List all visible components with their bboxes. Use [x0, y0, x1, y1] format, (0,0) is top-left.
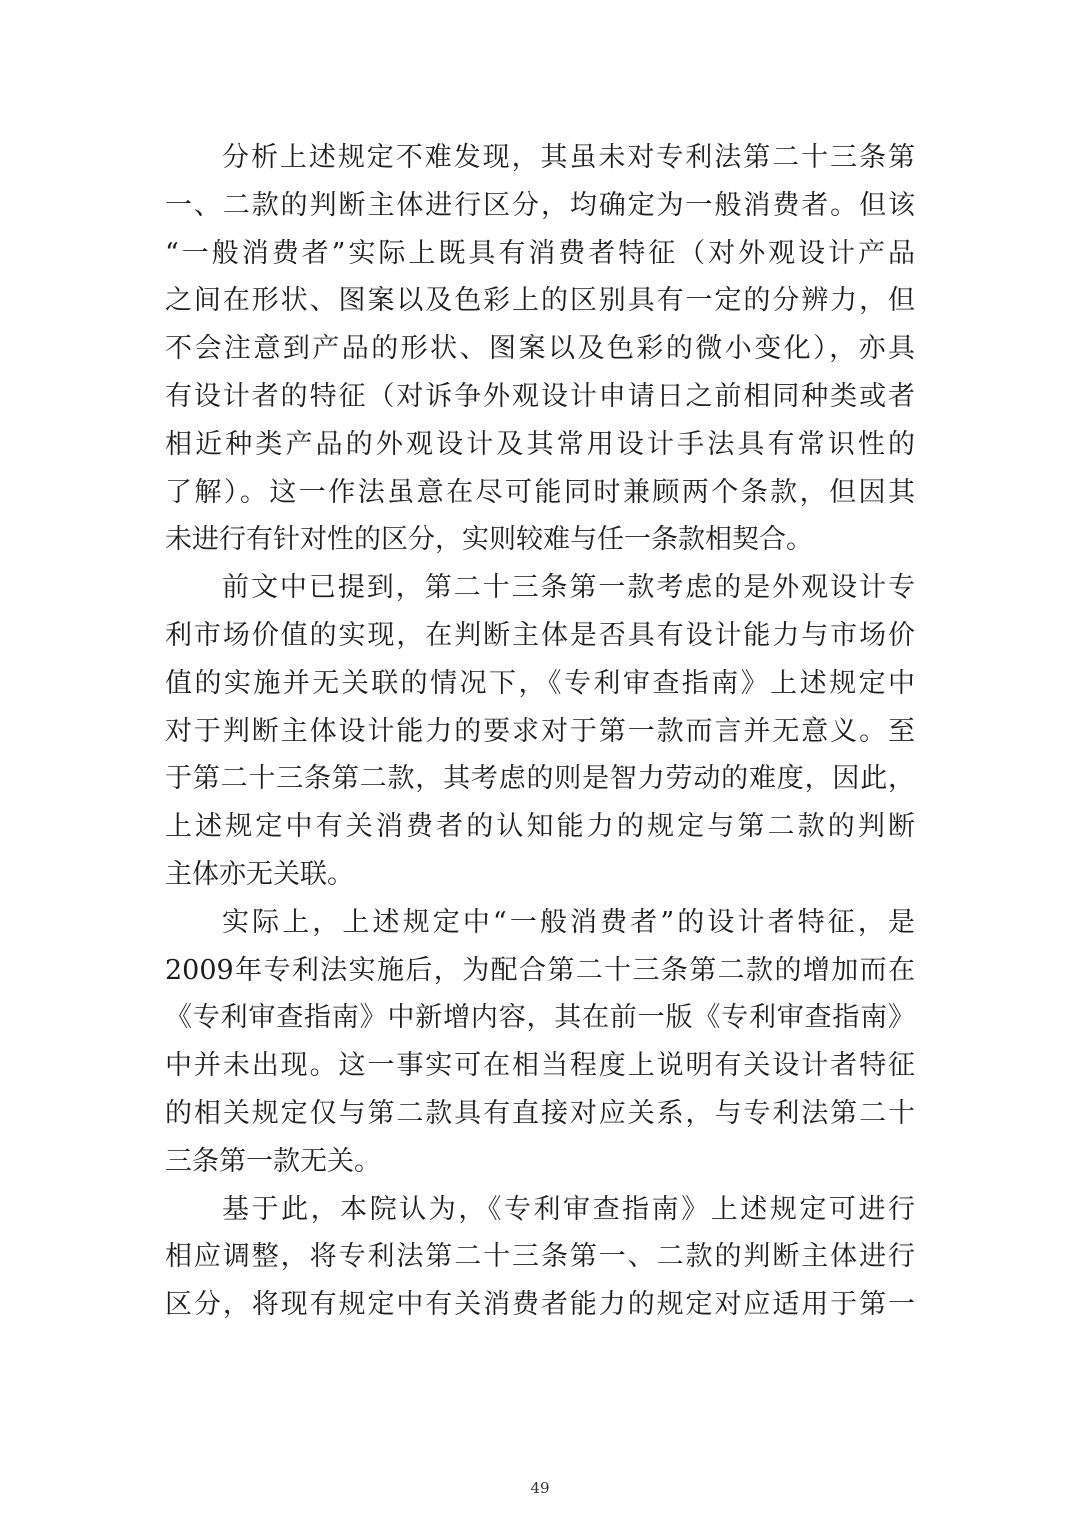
- text-line: 之间在形状、图案以及色彩上的区别具有一定的分辨力，但: [165, 285, 915, 317]
- text-line: 2009年专利法实施后，为配合第二十三条第二款的增加而在: [165, 954, 915, 986]
- text-line: 基于此，本院认为，《专利审查指南》上述规定可进行: [222, 1193, 915, 1225]
- text-line: 上述规定中有关消费者的认知能力的规定与第二款的判断: [165, 811, 915, 843]
- text-line: 《专利审查指南》中新增内容，其在前一版《专利审查指南》: [165, 1002, 915, 1034]
- paragraph: [165, 899, 915, 1186]
- text-line: 值的实施并无关联的情况下，《专利审查指南》上述规定中: [165, 667, 915, 699]
- text-line: 主体亦无关联。: [165, 858, 354, 890]
- text-line: 一、二款的判断主体进行区分，均确定为一般消费者。但该: [165, 189, 915, 221]
- text-line: 中并未出现。这一事实可在相当程度上说明有关设计者特征: [165, 1050, 915, 1082]
- text-line: 于第二十三条第二款，其考虑的则是智力劳动的难度，因此，: [165, 763, 915, 795]
- text-line: 对于判断主体设计能力的要求对于第一款而言并无意义。至: [165, 715, 915, 747]
- text-line: 分析上述规定不难发现，其虽未对专利法第二十三条第: [222, 142, 915, 173]
- text-line: 实际上，上述规定中“一般消费者”的设计者特征，是: [222, 906, 915, 938]
- page-number: 49: [530, 1479, 550, 1497]
- text-line: 相应调整，将专利法第二十三条第一、二款的判断主体进行: [165, 1241, 915, 1273]
- text-line: 前文中已提到，第二十三条第一款考虑的是外观设计专: [222, 572, 915, 604]
- text-line: 利市场价值的实现，在判断主体是否具有设计能力与市场价: [165, 619, 915, 651]
- text-line: 相近种类产品的外观设计及其常用设计手法具有常识性的: [165, 428, 915, 460]
- paragraph: [165, 564, 915, 899]
- document-body: [165, 134, 915, 1329]
- text-line: 区分，将现有规定中有关消费者能力的规定对应适用于第一: [165, 1289, 915, 1321]
- text-line: 不会注意到产品的形状、图案以及色彩的微小变化），亦具: [165, 333, 915, 365]
- text-line: 的相关规定仅与第二款具有直接对应关系，与专利法第二十: [165, 1097, 915, 1129]
- text-line: 有设计者的特征（对诉争外观设计申请日之前相同种类或者: [165, 380, 915, 412]
- paragraph: [165, 1186, 915, 1329]
- text-line: 三条第一款无关。: [165, 1145, 381, 1177]
- text-line: 未进行有针对性的区分，实则较难与任一条款相契合。: [165, 524, 813, 556]
- text-line: 了解）。这一作法虽意在尽可能同时兼顾两个条款，但因其: [165, 476, 915, 508]
- text-line: “一般消费者”实际上既具有消费者特征（对外观设计产品: [165, 237, 915, 269]
- paragraph: [165, 134, 915, 564]
